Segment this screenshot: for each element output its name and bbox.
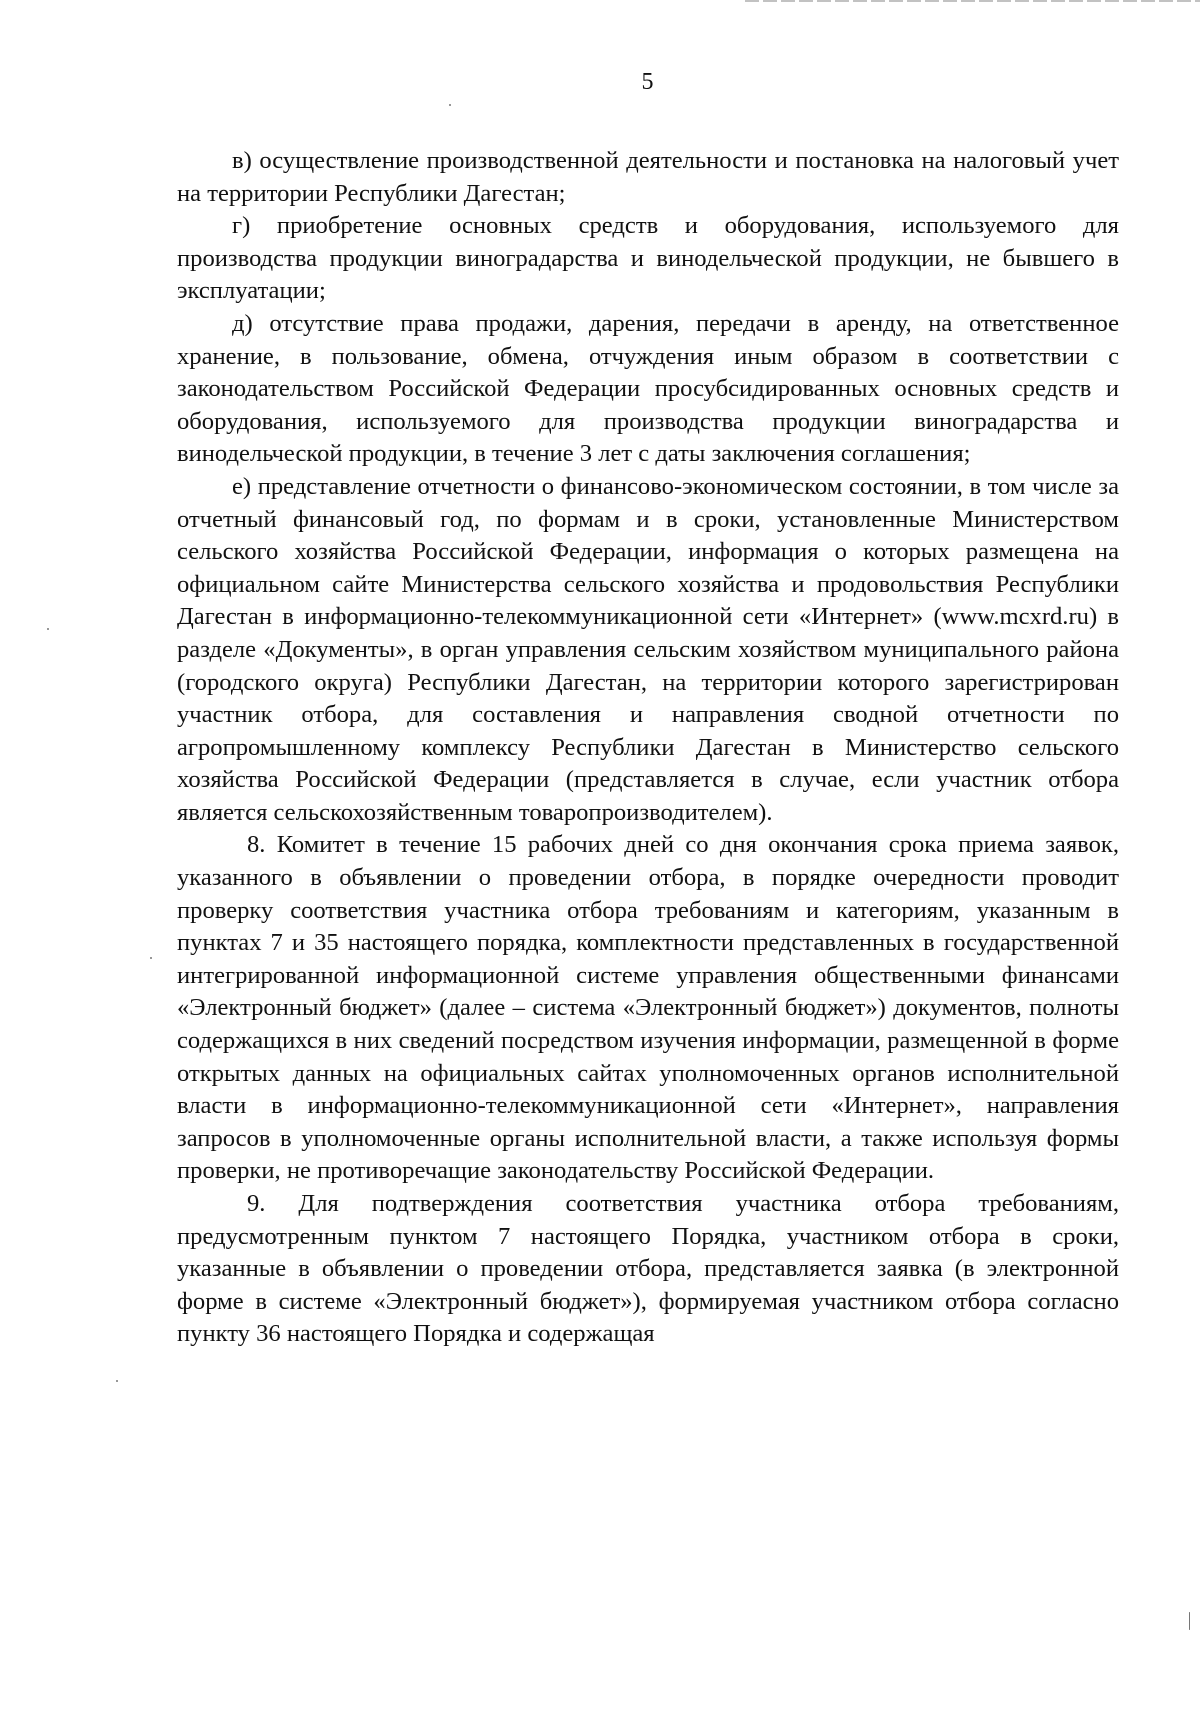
scan-speck: [449, 104, 451, 106]
paragraph-d: д) отсутствие права продажи, дарения, передачи в аренду, на ответственное хранение, в пользование, обмена, отчуждения иным образом в соответствии с законодательством Российской Федерации просубсидированных основных средств и оборудования, используемого для производства продукции виноградарства и винодельческой продукции, в течение 3 лет с даты заключения соглашения;: [177, 309, 1119, 468]
paragraph-9: 9. Для подтверждения соответствия участника отбора требованиям, предусмотренным пунктом 7 настоящего Порядка, участником отбора в сроки, указанные в объявлении о проведении отбора, представляется заявка (в электронной форме в системе «Электронный бюджет»), формируемая участником отбора согласно пункту 36 настоящего Порядка и содержащая: [177, 1190, 1119, 1348]
scan-speck: [1189, 1612, 1190, 1630]
paragraph-8: 8. Комитет в течение 15 рабочих дней со дня окончания срока приема заявок, указанного в объявлении о проведении отбора, в порядке очередности проводит проверку соответствия участника отбора требованиям и категориям, указанным в пунктах 7 и 35 настоящего порядка, комплектности представленных в государственной интегрированной информационной системе управления общественными финансами «Электронный бюджет» (далее – система «Электронный бюджет») документов, полноты содержащихся в них сведений посредством изучения информации, размещенной в форме открытых данных на официальных сайтах уполномоченных органов исполнительной власти в информационно-телекоммуникационной сети «Интернет», направления запросов в уполномоченные органы исполнительной власти, а также используя формы проверки, не противоречащие законодательству Российской Федерации.: [177, 831, 1119, 1185]
paragraph-g: г) приобретение основных средств и оборудования, используемого для производства продукции виноградарства и винодельческой продукции, не бывшего в эксплуатации;: [177, 212, 1119, 305]
scan-speck: [47, 628, 49, 630]
paragraph-v: в) осуществление производственной деятельности и постановка на налоговый учет на территории Республики Дагестан;: [177, 147, 1119, 207]
top-edge-rule: [745, 0, 1200, 2]
page-number: 5: [641, 69, 654, 95]
paragraph-e: е) представление отчетности о финансово-экономическом состоянии, в том числе за отчетный финансовый год, по формам и в сроки, установленные Министерством сельского хозяйства Российской Федерации, информация о которых размещена на официальном сайте Министерства сельского хозяйства и продовольствия Республики Дагестан в информационно-телекоммуникационной сети «Интернет» (www.mcxrd.ru) в разделе «Документы», в орган управления сельским хозяйством муниципального района (городского округа) Республики Дагестан, на территории которого зарегистрирован участник отбора, для составления и направления сводной отчетности по агропромышленному комплексу Республики Дагестан в Министерство сельского хозяйства Российской Федерации (представляется в случае, если участник отбора является сельскохозяйственным товаропроизводителем).: [177, 472, 1119, 826]
document-body: [177, 145, 1119, 1351]
scan-speck: [150, 957, 152, 959]
scan-speck: [116, 1380, 118, 1382]
